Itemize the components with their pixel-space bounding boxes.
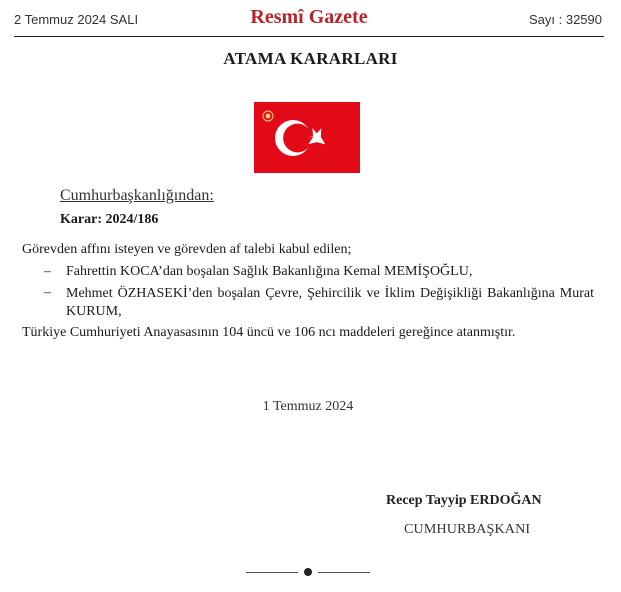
divider-line-right — [318, 572, 370, 573]
signer-title: CUMHURBAŞKANI — [404, 522, 531, 537]
intro-paragraph: Görevden affını isteyen ve görevden af talebi kabul edilen; — [22, 242, 352, 257]
decision-date: 1 Temmuz 2024 — [262, 399, 354, 414]
list-item — [44, 285, 594, 321]
issuing-authority: Cumhurbaşkanlığından: — [60, 187, 214, 204]
issue-date: 2 Temmuz 2024 SALI — [14, 12, 139, 27]
divider-line-left — [246, 572, 298, 573]
closing-paragraph: Türkiye Cumhuriyeti Anayasasının 104 üncü ve 106 ncı maddeleri gereğince atanmıştır. — [22, 325, 516, 340]
list-item-text: Fahrettin KOCA’dan boşalan Sağlık Bakanlığına Kemal MEMİŞOĞLU, — [66, 264, 473, 279]
list-dash: – — [44, 264, 51, 279]
turkish-flag-icon — [254, 102, 360, 173]
divider-dot — [304, 568, 312, 576]
masthead-title: Resmî Gazete — [250, 6, 368, 28]
signer-name: Recep Tayyip ERDOĞAN — [386, 493, 542, 508]
decision-number: 2024/186 — [105, 212, 159, 227]
decision-label: Karar: — [60, 212, 102, 227]
list-item-text: Mehmet ÖZHASEKİ’den boşalan Çevre, Şehircilik ve İklim Değişikliği Bakanlığına Murat KURUM, — [66, 286, 594, 319]
section-title: ATAMA KARARLARI — [223, 49, 398, 68]
issue-number: Sayı : 32590 — [529, 12, 602, 27]
end-divider — [246, 566, 370, 578]
list-dash: – — [44, 285, 51, 300]
decision-line — [60, 212, 158, 228]
gazette-header — [14, 0, 604, 37]
